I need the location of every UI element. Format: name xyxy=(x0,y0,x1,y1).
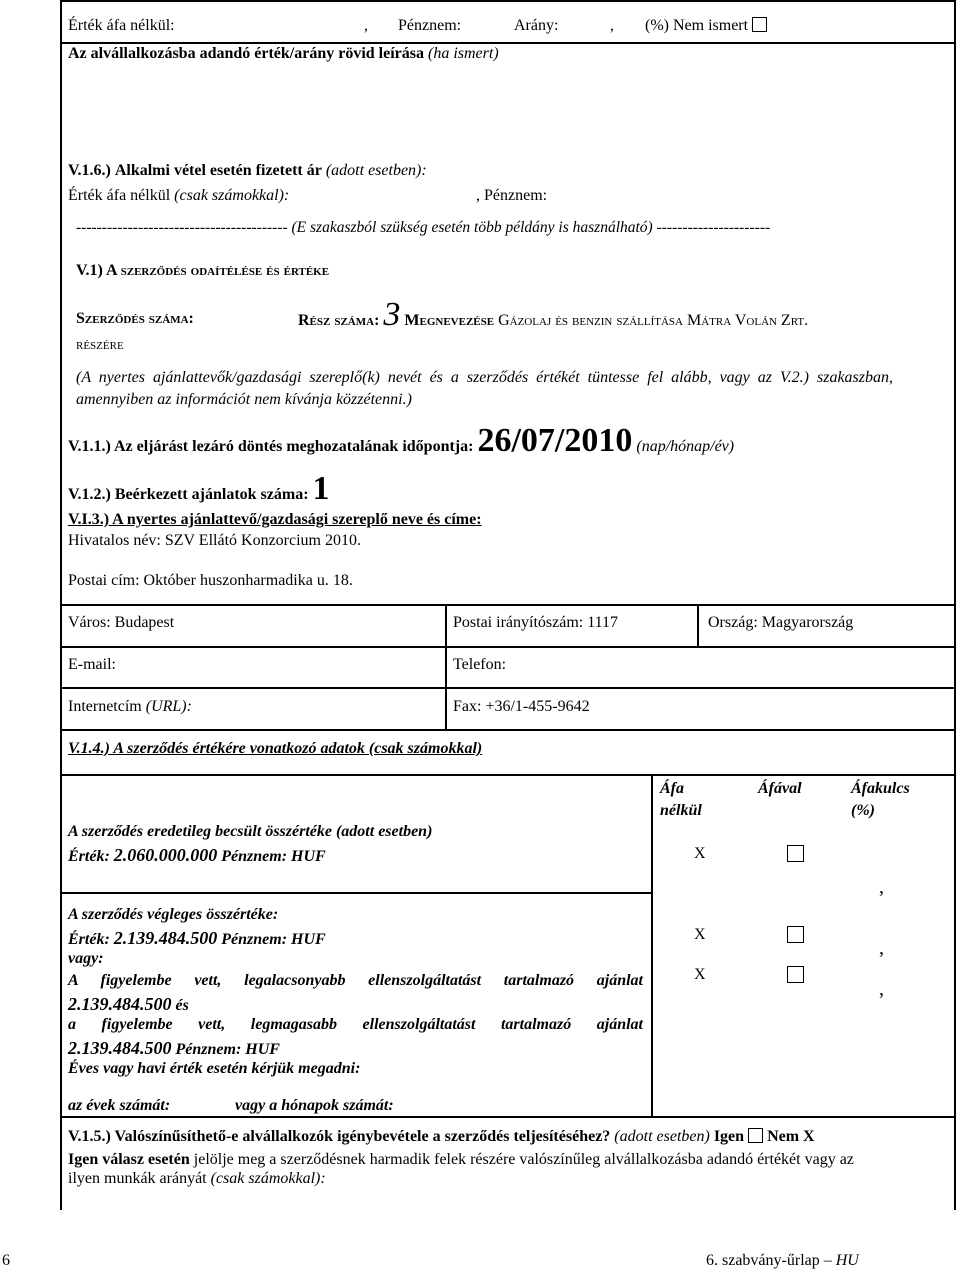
top-pct-unknown xyxy=(645,17,767,35)
pct-unknown-text: (%) Nem ismert xyxy=(645,17,749,34)
v16-title xyxy=(68,162,427,180)
addr-top-line xyxy=(60,604,956,606)
top-ratio-label: Arány: xyxy=(514,17,559,34)
top-border xyxy=(60,0,956,2)
top-comma-2: , xyxy=(610,17,614,34)
v12-line xyxy=(68,472,330,506)
highest-value-line xyxy=(68,1038,280,1059)
dashes-left: ----------------------------------------- xyxy=(76,219,288,236)
lowest-comma: , xyxy=(879,978,884,1000)
v14-heading: V.1.4.) A szerződés értékére vonatkozó adatok (csak számokkal) xyxy=(68,740,483,757)
final-label: A szerződés végleges összértéke: xyxy=(68,906,279,923)
orig-value-label: Érték: xyxy=(68,848,110,865)
email: E-mail: xyxy=(68,656,116,673)
orig-value: 2.060.000.000 xyxy=(113,845,218,865)
url-label: Internetcím xyxy=(68,698,142,715)
v14-bottom-line xyxy=(60,1116,956,1118)
v16-dashes xyxy=(76,219,770,237)
v15-no: Nem X xyxy=(767,1128,815,1145)
years-label: az évek számát: xyxy=(68,1097,171,1114)
top-value-label: Érték áfa nélkül: xyxy=(68,17,175,34)
naming-value: Gázolaj és benzin szállítása Mátra Volán Zrt. xyxy=(498,312,809,329)
zip: Postai irányítószám: 1117 xyxy=(453,614,619,631)
subcontract-desc-bold: Az alvállalkozásba adandó érték/arány rövid leírása xyxy=(68,45,424,62)
highest-text: a figyelembe vett, legmagasabb ellenszolgáltatást tartalmazó ajánlat xyxy=(68,1016,643,1033)
v111-label: V.1.1.) Az eljárást lezáró döntés meghozatalának időpontja: xyxy=(68,438,474,455)
addr-row-1-line xyxy=(60,646,956,648)
naming-label: Megnevezése xyxy=(404,312,495,329)
lowest-mark: X xyxy=(694,966,706,983)
v16-value-line xyxy=(68,187,289,205)
highest-currency: Pénznem: HUF xyxy=(175,1041,280,1058)
subcontract-desc xyxy=(68,45,499,63)
months-label: vagy a hónapok számát: xyxy=(235,1097,394,1114)
final-value-line xyxy=(68,928,326,949)
v15-yes-answer: Igen válasz esetén xyxy=(68,1151,190,1168)
dashes-note: (E szakaszból szükség esetén több példány is használható) xyxy=(291,219,653,236)
orig-comma: , xyxy=(879,876,884,898)
url-italic: (URL): xyxy=(145,698,192,715)
v16-num: V.1.6.) xyxy=(68,162,111,179)
annual-label: Éves vagy havi érték esetén kérjük megadni: xyxy=(68,1060,361,1077)
phone: Telefon: xyxy=(453,656,507,673)
postal-address: Postai cím: Október huszonharmadika u. 18. xyxy=(68,572,353,589)
or-label: vagy: xyxy=(68,950,104,967)
v15-answer-line-2 xyxy=(68,1170,326,1188)
lowest-value-line xyxy=(68,994,189,1015)
url-line xyxy=(68,698,192,716)
v16-currency: , Pénznem: xyxy=(476,187,548,204)
final-value: 2.139.484.500 xyxy=(113,928,218,948)
v111-line xyxy=(68,424,734,458)
dashes-right: ---------------------- xyxy=(656,219,771,236)
addr-bottom-line xyxy=(60,729,956,731)
v111-date: 26/07/2010 xyxy=(477,422,633,459)
top-comma-1: , xyxy=(364,17,368,34)
v1-note: (A nyertes ajánlattevők/gazdasági szereplő(k) nevét és a szerződés értékét tüntesse fel alább, vagy az V.2.) szakaszban, amennyiben az információt nem kívánja közzétenni.) xyxy=(76,369,893,408)
addr-row-2-line xyxy=(60,687,956,689)
naming-value-cont: részére xyxy=(76,336,124,353)
contract-no-label: Szerződés száma: xyxy=(76,310,194,327)
orig-currency: Pénznem: HUF xyxy=(221,848,326,865)
v15-line1-rest: jelölje meg a szerződésnek harmadik felek részére valószínűleg alvállalkozásba adandó értékét vagy az xyxy=(193,1151,854,1168)
footer-form xyxy=(706,1252,859,1270)
v12-label: V.1.2.) Beérkezett ajánlatok száma: xyxy=(68,486,309,503)
v15-label: V.1.5.) Valószínűsíthető-e alvállalkozók igénybevétele a szerződés teljesítéséhez? xyxy=(68,1128,611,1145)
part-line xyxy=(298,296,808,334)
addr-col-sep-1 xyxy=(445,604,447,729)
divider-line xyxy=(60,42,956,44)
final-value-label: Érték: xyxy=(68,931,110,948)
part-no: 3 xyxy=(383,296,401,333)
subcontract-desc-italic: (ha ismert) xyxy=(428,45,499,62)
col-net-2: nélkül xyxy=(660,802,702,819)
addr-col-sep-2 xyxy=(697,604,699,646)
v15-line2-italic: (csak számokkal): xyxy=(210,1170,326,1187)
footer-lang: – HU xyxy=(823,1252,859,1269)
v1-heading: V.1) A szerződés odaítélése és értéke xyxy=(76,262,330,279)
fax: Fax: +36/1-455-9642 xyxy=(453,698,590,715)
unknown-checkbox[interactable] xyxy=(752,17,767,32)
col-rate-2: (%) xyxy=(851,802,875,819)
v14-col-sep xyxy=(651,774,653,1116)
final-comma: , xyxy=(879,937,884,959)
v16-value-label: Érték áfa nélkül xyxy=(68,187,171,204)
v15-yes-checkbox[interactable] xyxy=(748,1128,763,1143)
v13-label: V.I.3.) A nyertes ajánlattevő/gazdasági szereplő neve és címe: xyxy=(68,511,482,528)
top-currency-label: Pénznem: xyxy=(398,17,462,34)
v16-value-italic: (csak számokkal): xyxy=(174,187,290,204)
lowest-gross-checkbox[interactable] xyxy=(787,966,804,983)
v111-format: (nap/hónap/év) xyxy=(636,438,735,455)
lowest-text: A figyelembe vett, legalacsonyabb ellenszolgáltatást tartalmazó ajánlat xyxy=(68,972,643,989)
orig-value-line xyxy=(68,845,326,866)
v16-title-text: Alkalmi vétel esetén fizetett ár xyxy=(114,162,322,179)
v15-answer-line-1 xyxy=(68,1151,854,1169)
orig-mark: X xyxy=(694,845,706,862)
v15-line xyxy=(68,1128,815,1146)
final-gross-checkbox[interactable] xyxy=(787,926,804,943)
v15-yes: Igen xyxy=(713,1128,745,1145)
col-rate-1: Áfakulcs xyxy=(851,780,910,797)
city: Város: Budapest xyxy=(68,614,175,631)
lowest-value: 2.139.484.500 xyxy=(68,994,172,1014)
highest-value: 2.139.484.500 xyxy=(68,1038,172,1058)
part-no-label: Rész száma: xyxy=(298,312,380,329)
v15-label-italic: (adott esetben) xyxy=(614,1128,710,1145)
v16-title-italic: (adott esetben): xyxy=(325,162,427,179)
v14-mid-line xyxy=(60,892,651,894)
col-gross: Áfával xyxy=(758,780,802,797)
v15-line2: ilyen munkák arányát xyxy=(68,1170,207,1187)
country: Ország: Magyarország xyxy=(708,614,854,631)
lowest-and: és xyxy=(175,997,189,1014)
col-net-1: Áfa xyxy=(660,780,684,797)
page-number: 6 xyxy=(2,1252,10,1269)
v14-top-line xyxy=(60,774,956,776)
final-currency: Pénznem: HUF xyxy=(221,931,326,948)
official-name: Hivatalos név: SZV Ellátó Konzorcium 2010. xyxy=(68,532,361,549)
orig-label: A szerződés eredetileg becsült összértéke (adott esetben) xyxy=(68,823,433,840)
orig-gross-checkbox[interactable] xyxy=(787,845,804,862)
footer-form-name: 6. szabvány-űrlap xyxy=(706,1252,820,1269)
v12-count: 1 xyxy=(312,470,330,507)
final-mark: X xyxy=(694,926,706,943)
